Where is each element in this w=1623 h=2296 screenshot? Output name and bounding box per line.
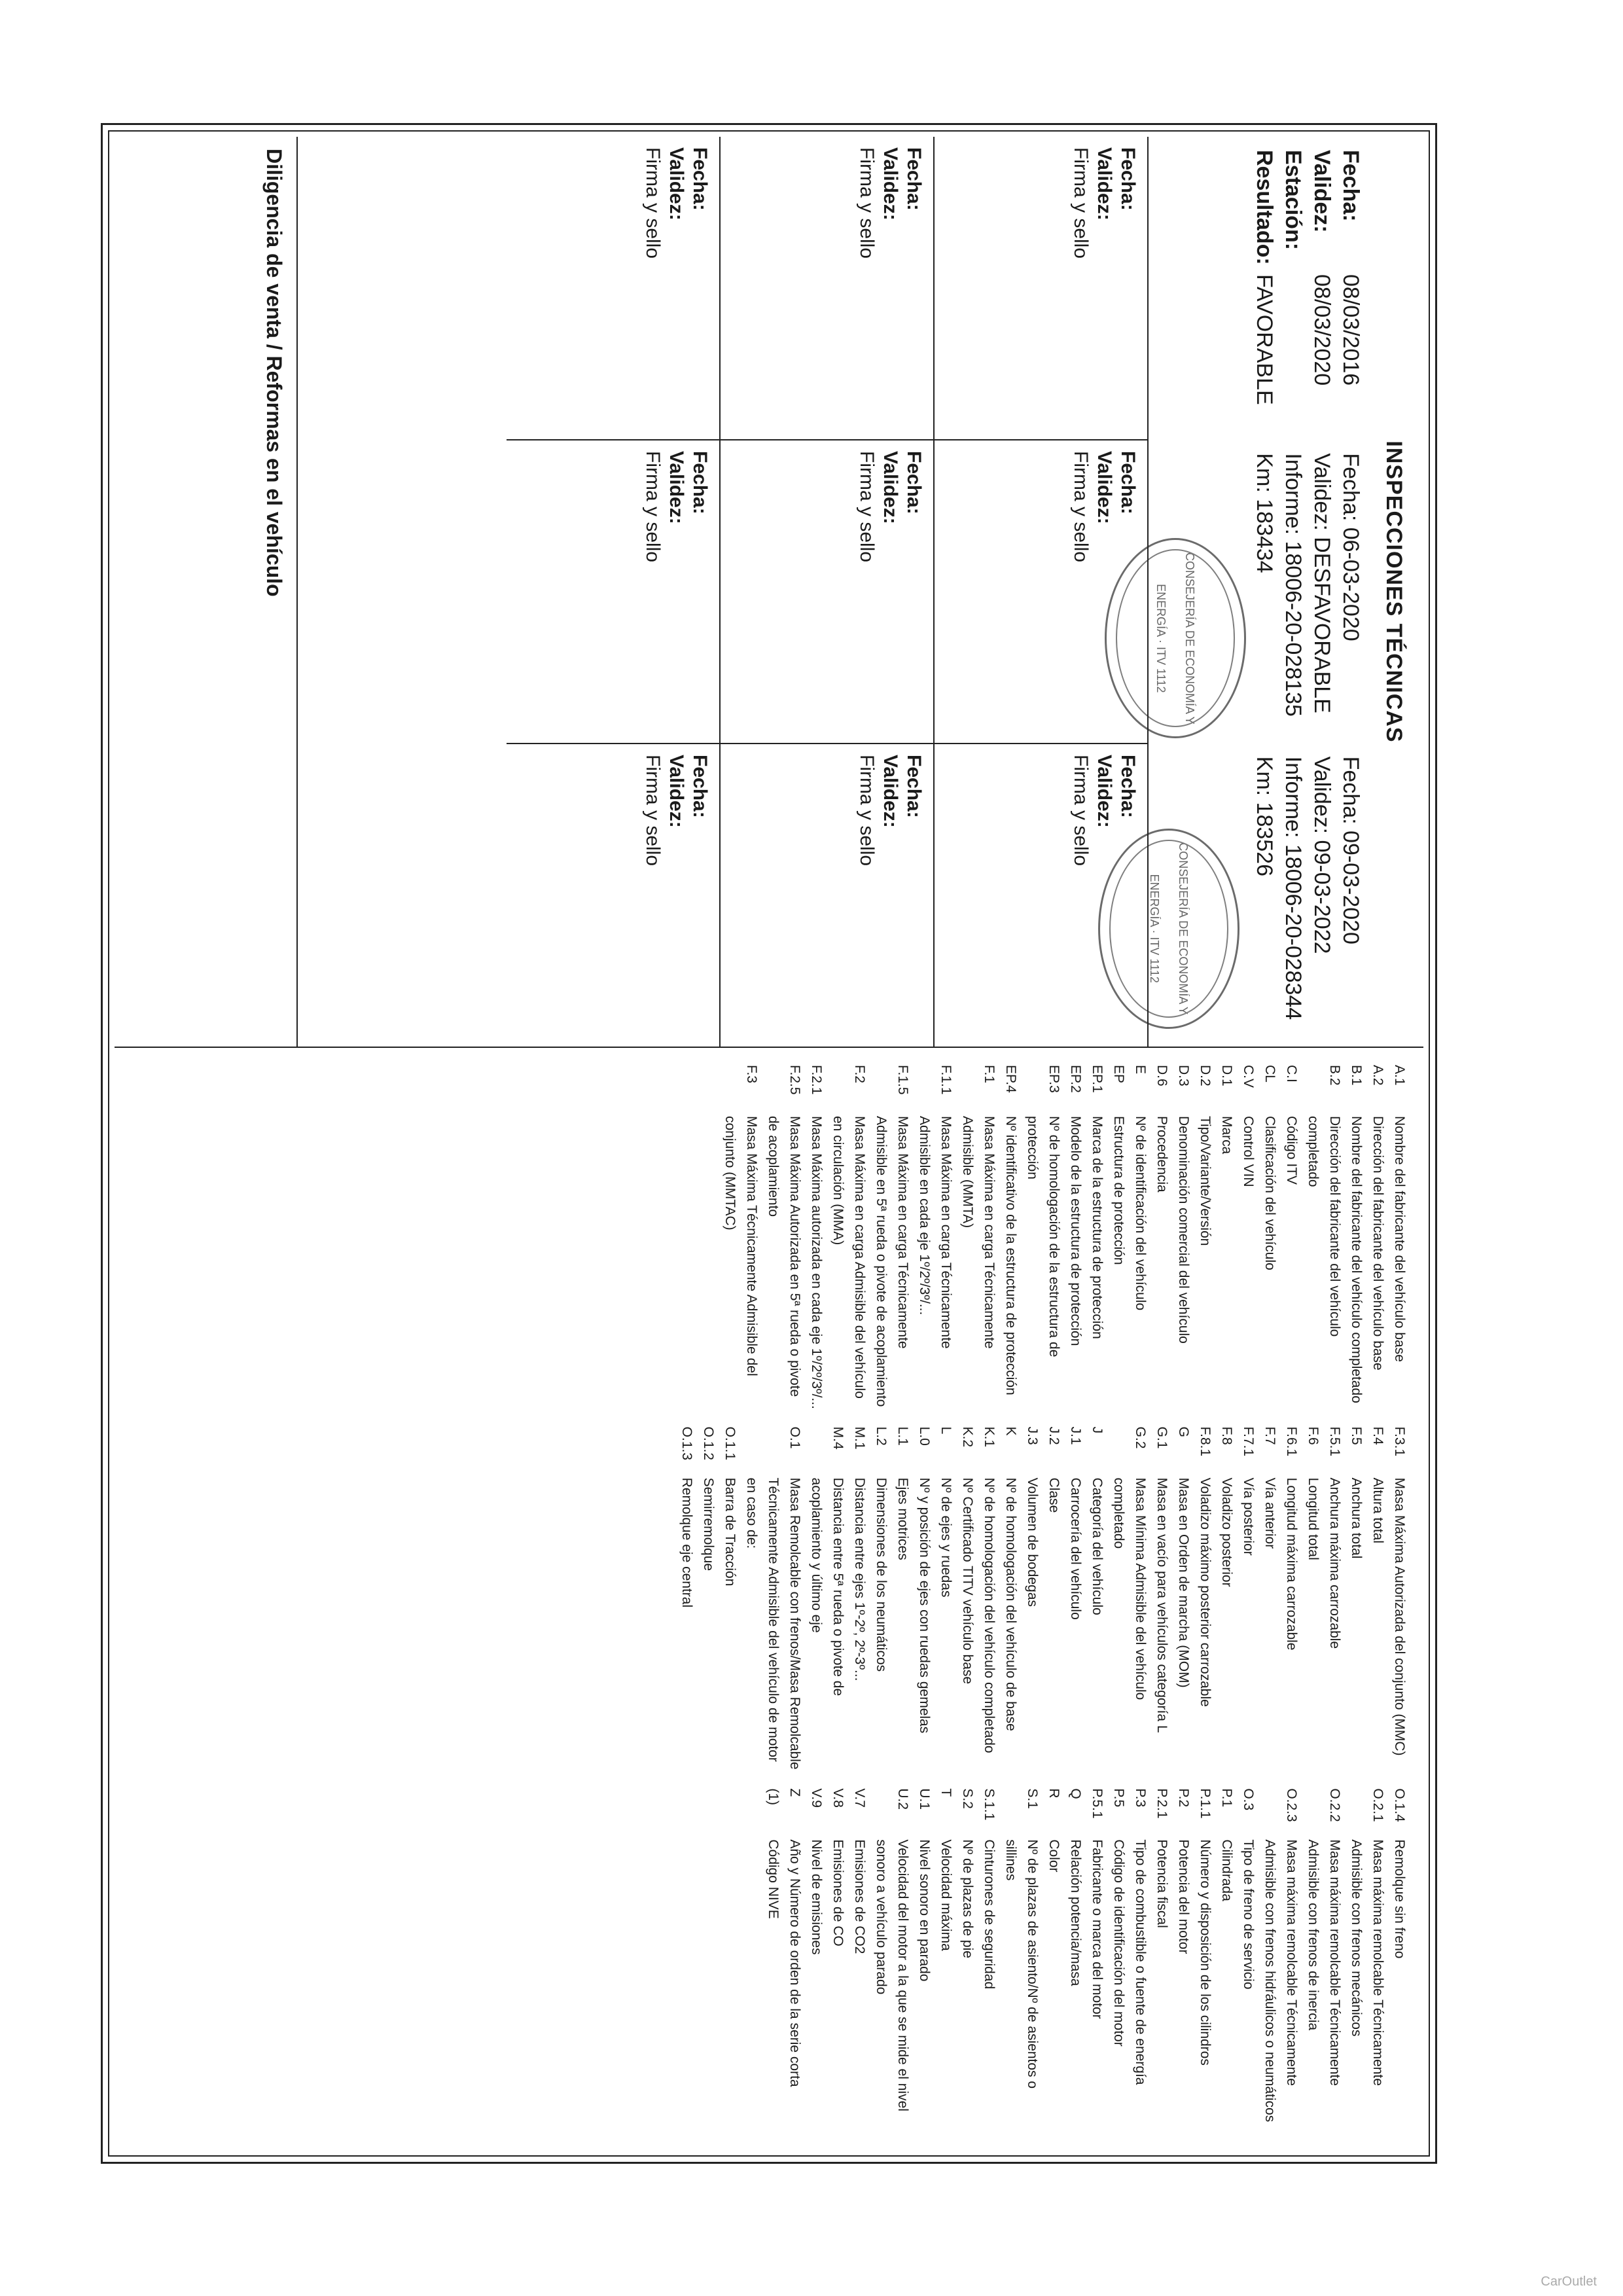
legend-item [957,1065,1000,1410]
legend-code: F.2.5 [787,1065,802,1095]
legend-code: E [1133,1065,1148,1075]
legend-code: R [1046,1788,1061,1799]
legend-code: S.2 [960,1788,975,1809]
legend-label: Potencia fiscal [1154,1839,1169,1928]
legend-label: Clasificación del vehículo [1262,1116,1277,1270]
legend-item [1259,1788,1302,2133]
inspection-slots [298,137,1149,1047]
legend-item [1151,1065,1173,1410]
document-sheet [101,123,1437,2164]
legend-item [1259,1065,1281,1410]
legend-label: Modelo de la estructura de protección [1068,1116,1083,1346]
legend-code: U.1 [917,1788,932,1810]
legend-code: D.2 [1198,1065,1213,1086]
legend-item [1022,1427,1043,1772]
legend-label: Anchura máxima carrozable [1327,1477,1342,1649]
legend-label: Marca de la estructura de protección [1090,1116,1105,1339]
legend-code: F.1.5 [895,1065,910,1095]
legend-code: A.1 [1392,1065,1407,1086]
legend-code: T [938,1788,954,1797]
legend-section [115,1048,1423,2150]
legend-item [914,1788,935,2133]
legend-item [870,1788,914,2133]
legend-code: F.2.1 [809,1065,824,1095]
legend-item [698,1427,719,1772]
inspection-slot: Fecha: Validez: Firma y sello [856,755,925,867]
legend-label: Nº de homologación del vehículo completado [982,1477,997,1753]
inspection-slot: Fecha: Validez: Firma y sello [935,440,1147,744]
legend-item [1389,1788,1410,2133]
legend-label: Emisiones de CO2 [852,1839,867,1954]
legend-label: Relación potencia/masa [1068,1839,1083,1986]
legend-code: K [1003,1426,1018,1436]
legend-code: F.1.1 [938,1065,954,1095]
legend-label: Fabricante o marca del motor [1090,1839,1105,2019]
legend-label: Nº Certificado TITV vehículo base [960,1477,975,1685]
legend-item [784,1788,806,2133]
legend-code: J.1 [1068,1426,1083,1445]
legend-item [1302,1788,1346,2133]
legend-code: G.2 [1133,1426,1148,1449]
diligencia-heading: Diligencia de venta / Reformas en el vehículo [115,137,298,1047]
legend-item [1173,1065,1194,1410]
legend-item [870,1065,914,1410]
legend-label: Dirección del fabricante del vehículo completado [1306,1116,1342,1337]
legend-code: EP.2 [1068,1065,1083,1093]
legend-label: Vía posterior [1241,1477,1256,1556]
legend-code: Q [1068,1788,1083,1799]
legend-label: Altura total [1370,1477,1385,1544]
legend-item [827,1788,849,2133]
legend-label: Nombre del fabricante del vehículo base [1392,1116,1407,1362]
inspection-3: Fecha: 09-03-2020 Validez: 09-03-2022 Informe: 18006-20-028344 Km: 183526 CONSEJERÍA DE ECONOMÍA Y ENERGÍA · ITV 1112 [1122,744,1370,1047]
legend-item [1065,1065,1086,1410]
legend-label: Longitud máxima carrozable [1284,1477,1299,1651]
legend-label: Masa Remolcable con frenos/Masa Remolcable Técnicamente Admisible del vehículo de motor en caso de: [744,1477,802,1770]
legend-item [1086,1788,1108,2133]
legend-label: Masa Máxima Autorizada del conjunto (MMC) [1392,1477,1407,1756]
legend-item [806,1788,827,2133]
legend-label: Estructura de protección [1111,1116,1126,1265]
legend-code: S.1 [1025,1788,1040,1809]
legend-label: Voladizo máximo posterior carrozable [1198,1477,1213,1707]
legend-label: Barra de Tracción [722,1477,738,1587]
legend-item [1216,1065,1238,1410]
legend-label: Masa Máxima en carga Técnicamente Admisible (MMTA) [960,1116,997,1349]
legend-code: EP.4 [1003,1065,1018,1093]
legend-code: O.2.2 [1327,1788,1342,1822]
legend-code: F.8.1 [1198,1426,1213,1457]
legend-code: P.2 [1176,1788,1191,1808]
legend-item [1259,1427,1281,1772]
legend-item [1216,1427,1238,1772]
legend-label: Masa Máxima en carga Admisible del vehículo en circulación (MMA) [830,1116,867,1399]
legend-item [1022,1065,1065,1410]
legend-item [978,1427,1000,1772]
legend-label: Nivel sonoro en parado [917,1839,932,1982]
legend-item [1151,1427,1173,1772]
legend-label: Masa Máxima en carga Técnicamente Admisible en 5ª rueda o pivote de acoplamiento [874,1116,910,1407]
legend-item [806,1427,849,1772]
legend-label: Nº de homologación del vehículo de base [1003,1477,1018,1731]
legend-item [1130,1788,1151,2133]
legend-code: F.3 [744,1065,759,1084]
legend-code: J.2 [1046,1426,1061,1445]
legend-item [1000,1788,1043,2133]
legend-item [806,1065,827,1410]
inspection-2: Fecha: 06-03-2020 Validez: DESFAVORABLE Informe: 18006-20-028135 Km: 183434 CONSEJERÍA DE ECONOMÍA Y ENERGÍA · ITV 1112 [1122,440,1370,743]
legend-code: F.1 [982,1065,997,1084]
legend-item [870,1427,892,1772]
legend-label: Categoría del vehículo [1090,1477,1105,1615]
legend-item [1000,1427,1022,1772]
legend-label: Número y disposición de los cilindros [1198,1839,1213,2066]
legend-code: F.7.1 [1241,1426,1256,1457]
legend-item [1281,1065,1302,1410]
legend-code: G.1 [1154,1426,1169,1449]
inspection-slot: Fecha: Validez: Firma y sello [507,137,719,440]
watermark: CarOutlet [1541,2274,1597,2289]
legend-item [1346,1065,1367,1410]
legend-item [1389,1427,1410,1772]
legend-label: Denominación comercial del vehículo [1176,1116,1191,1344]
legend-code: K.1 [982,1426,997,1448]
inspections-section [115,137,1423,1048]
legend-code: CL [1262,1065,1277,1083]
legend-label: Nivel de emisiones [809,1839,824,1955]
legend-code: F.5 [1349,1426,1364,1445]
legend-label: Masa máxima remolcable Técnicamente Admisible con frenos mecánicos [1349,1839,1385,2086]
legend-column-2 [128,1427,1410,1772]
legend-code: P.1 [1219,1788,1234,1808]
legend-item [978,1788,1000,2133]
legend-code: J.3 [1025,1426,1040,1445]
legend-code: L [938,1426,954,1435]
legend-item [1194,1788,1216,2133]
legend-item [1173,1788,1194,2133]
legend-label: Nº de homologación de la estructura de protección [1025,1116,1061,1357]
legend-code: G [1176,1426,1191,1438]
legend-column-3 [128,1788,1410,2133]
legend-item [719,1065,762,1410]
inspection-slot: Fecha: Validez: Firma y sello [507,440,719,744]
legend-label: Marca [1219,1116,1234,1155]
legend-code: L.1 [895,1426,910,1446]
legend-code: D.3 [1176,1065,1191,1086]
legend-code: EP [1111,1065,1126,1084]
legend-code: F.7 [1262,1426,1277,1445]
legend-item [1324,1427,1346,1772]
legend-label: Distancia entre ejes 1º-2º, 2º-3º... [852,1477,867,1681]
legend-label: Masa Máxima autorizada en cada eje 1º/2º/3º/... [809,1116,824,1409]
legend-item [1151,1788,1173,2133]
legend-label: Nº identificativo de la estructura de protección [1003,1116,1018,1395]
legend-label: Remolque eje central [679,1477,694,1608]
legend-label: Cinturones de seguridad [982,1839,997,1990]
legend-item [1367,1065,1389,1410]
legend-item [1108,1427,1151,1772]
legend-code: F.2 [852,1065,867,1084]
inspections-title: INSPECCIONES TÉCNICAS [1382,440,1406,743]
legend-code: M.1 [852,1426,867,1450]
itv-stamp: CONSEJERÍA DE ECONOMÍA Y ENERGÍA · ITV 1112 [1105,538,1246,738]
legend-item [1281,1427,1302,1772]
legend-label: Nº de plazas de pie [960,1839,975,1958]
legend-item [1194,1065,1216,1410]
legend-label: Nº y posición de ejes con ruedas gemelas [917,1477,932,1734]
legend-label: Masa en vacío para vehículos categoría L [1154,1477,1169,1733]
legend-code: L.2 [874,1426,889,1446]
legend-code: F.6.1 [1284,1426,1299,1457]
legend-label: Anchura total [1349,1477,1364,1559]
legend-label: Nombre del fabricante del vehículo completado [1349,1116,1364,1403]
legend-label: Tipo de freno de servicio [1241,1839,1256,1990]
legend-label: Vía anterior [1262,1477,1277,1549]
legend-label: Volumen de bodegas [1025,1477,1040,1607]
legend-code: B.2 [1327,1065,1342,1086]
legend-item [762,1065,806,1410]
legend-item [1043,1427,1065,1772]
legend-label: Tipo de combustible o fuente de energía [1133,1839,1148,2085]
legend-label: Masa Máxima Autorizada en 5ª rueda o pivote de acoplamiento [766,1116,802,1397]
legend-label: Nº de plazas de asiento/Nº de asientos o sillines [1003,1839,1040,2089]
legend-code: F.4 [1370,1426,1385,1445]
legend-item [892,1427,914,1772]
inspection-slot: Fecha: Validez: Firma y sello [642,755,711,867]
legend-code: P.5 [1111,1788,1126,1808]
legend-code: F.6 [1306,1426,1321,1445]
legend-item [827,1065,870,1410]
legend-code: C.V [1241,1065,1256,1088]
legend-label: Dirección del fabricante del vehículo base [1370,1116,1385,1371]
legend-label: Cilindrada [1219,1839,1234,1901]
legend-code: O.1.3 [679,1426,694,1461]
legend-code: K.2 [960,1426,975,1448]
legend-label: Velocidad máxima [938,1839,954,1951]
legend-item [1216,1788,1238,2133]
legend-item [1302,1427,1324,1772]
legend-item [1108,1065,1130,1410]
legend-label: Voladizo posterior [1219,1477,1234,1587]
legend-code: F.3.1 [1392,1426,1407,1457]
legend-item [914,1065,957,1410]
legend-item [719,1427,741,1772]
legend-code: S.1.1 [982,1788,997,1821]
legend-item [1238,1788,1259,2133]
legend-item [1367,1427,1389,1772]
legend-item [1346,1427,1367,1772]
inspection-slot: Fecha: Validez: Firma y sello [1070,755,1139,867]
legend-item [1238,1427,1259,1772]
legend-label: Emisiones de CO [830,1839,846,1946]
legend-code: O.1.1 [722,1426,738,1461]
legend-item [1000,1065,1022,1410]
legend-code: F.8 [1219,1426,1234,1445]
legend-label: Control VIN [1241,1116,1256,1187]
legend-code: (1) [766,1788,781,1806]
legend-code: U.2 [895,1788,910,1810]
legend-label: Clase [1046,1477,1061,1513]
legend-item [849,1788,870,2133]
legend-label: Código NIVE [766,1839,781,1919]
legend-label: Procedencia [1154,1116,1169,1193]
legend-code: O.3 [1241,1788,1256,1811]
legend-code: Z [787,1788,802,1797]
legend-label: Dimensiones de los neumáticos [874,1477,889,1672]
legend-item [935,1427,957,1772]
legend-item [1086,1427,1108,1772]
legend-code: M.4 [830,1426,846,1450]
legend-code: V.8 [830,1788,846,1808]
legend-item [1043,1788,1065,2133]
legend-code: F.5.1 [1327,1426,1342,1457]
inspection-slot: Fecha: Validez: Firma y sello [935,137,1147,440]
legend-item [1194,1427,1216,1772]
legend-label: Masa Máxima Técnicamente Admisible del conjunto (MMTAC) [722,1116,759,1376]
legend-label: Longitud total [1306,1477,1321,1560]
legend-label: Masa máxima remolcable Técnicamente Admisible con frenos de inercia [1306,1839,1342,2086]
legend-column-1 [128,1065,1410,1410]
legend-code: B.1 [1349,1065,1364,1086]
legend-label: Masa Máxima en carga Técnicamente Admisible en cada eje 1º/2º/3º/... [917,1116,954,1349]
legend-code: O.2.3 [1284,1788,1299,1822]
legend-code: D.1 [1219,1065,1234,1086]
legend-code: V.9 [809,1788,824,1808]
legend-code: O.1 [787,1426,802,1449]
legend-item [1238,1065,1259,1410]
legend-label: Masa Mínima Admisible del vehículo completado [1111,1477,1148,1700]
legend-item [957,1788,978,2133]
legend-label: Remolque sin freno [1392,1839,1407,1959]
legend-code: P.5.1 [1090,1788,1105,1819]
legend-label: Código de identificación del motor [1111,1839,1126,2047]
legend-code: C.I [1284,1065,1299,1083]
legend-code: L.0 [917,1426,932,1446]
legend-item [1389,1065,1410,1410]
inspection-slot: Fecha: Validez: Firma y sello [721,137,933,440]
legend-label: Nº de identificación del vehículo [1133,1116,1148,1311]
itv-stamp: CONSEJERÍA DE ECONOMÍA Y ENERGÍA · ITV 1112 [1098,829,1240,1029]
legend-item [935,1788,957,2133]
legend-item [1086,1065,1108,1410]
legend-label: Color [1046,1839,1061,1873]
legend-code: EP.3 [1046,1065,1061,1093]
legend-item [762,1788,784,2133]
legend-item [1130,1065,1151,1410]
legend-label: Tipo/Variante/Versión [1198,1116,1213,1246]
legend-code: O.1.4 [1392,1788,1407,1822]
inspection-1: Fecha:08/03/2016 Validez:08/03/2020 Estación: Resultado:FAVORABLE [1252,150,1363,405]
legend-code: V.7 [852,1788,867,1808]
inspection-slot: Fecha: Validez: Firma y sello [721,440,933,744]
legend-code: EP.1 [1090,1065,1105,1093]
legend-code: O.2.1 [1370,1788,1385,1822]
legend-label: Distancia entre 5ª rueda o pivote de acoplamiento y último eje [809,1477,846,1696]
legend-item [1302,1065,1346,1410]
legend-item [1065,1427,1086,1772]
legend-code: A.2 [1370,1065,1385,1086]
legend-label: Nº de ejes y ruedas [938,1477,954,1598]
legend-item [1173,1427,1194,1772]
legend-code: O.1.2 [701,1426,716,1461]
legend-item [676,1427,698,1772]
legend-label: Potencia del motor [1176,1839,1191,1954]
legend-code: P.3 [1133,1788,1148,1808]
legend-label: Carrocería del vehículo [1068,1477,1083,1620]
legend-label: Código ITV [1284,1116,1299,1185]
legend-item [914,1427,935,1772]
legend-label: Masa en Orden de marcha (MOM) [1176,1477,1191,1688]
legend-item [741,1427,806,1772]
legend-item [957,1427,978,1772]
legend-code: P.2.1 [1154,1788,1169,1819]
legend-item [1065,1788,1086,2133]
legend-label: Velocidad del motor a la que se mide el nivel sonoro a vehículo parado [874,1839,910,2111]
legend-item [1108,1788,1130,2133]
legend-label: Masa máxima remolcable Técnicamente Admisible con frenos hidráulicos o neumáticos [1262,1839,1299,2123]
legend-item [1346,1788,1389,2133]
legend-code: D.6 [1154,1065,1169,1086]
legend-label: Ejes motrices [895,1477,910,1560]
legend-label: Semirremolque [701,1477,716,1571]
legend-label: Año y Número de orden de la serie corta [787,1839,802,2087]
legend-code: J [1090,1426,1105,1434]
legend-item [849,1427,870,1772]
legend-code: P.1.1 [1198,1788,1213,1819]
